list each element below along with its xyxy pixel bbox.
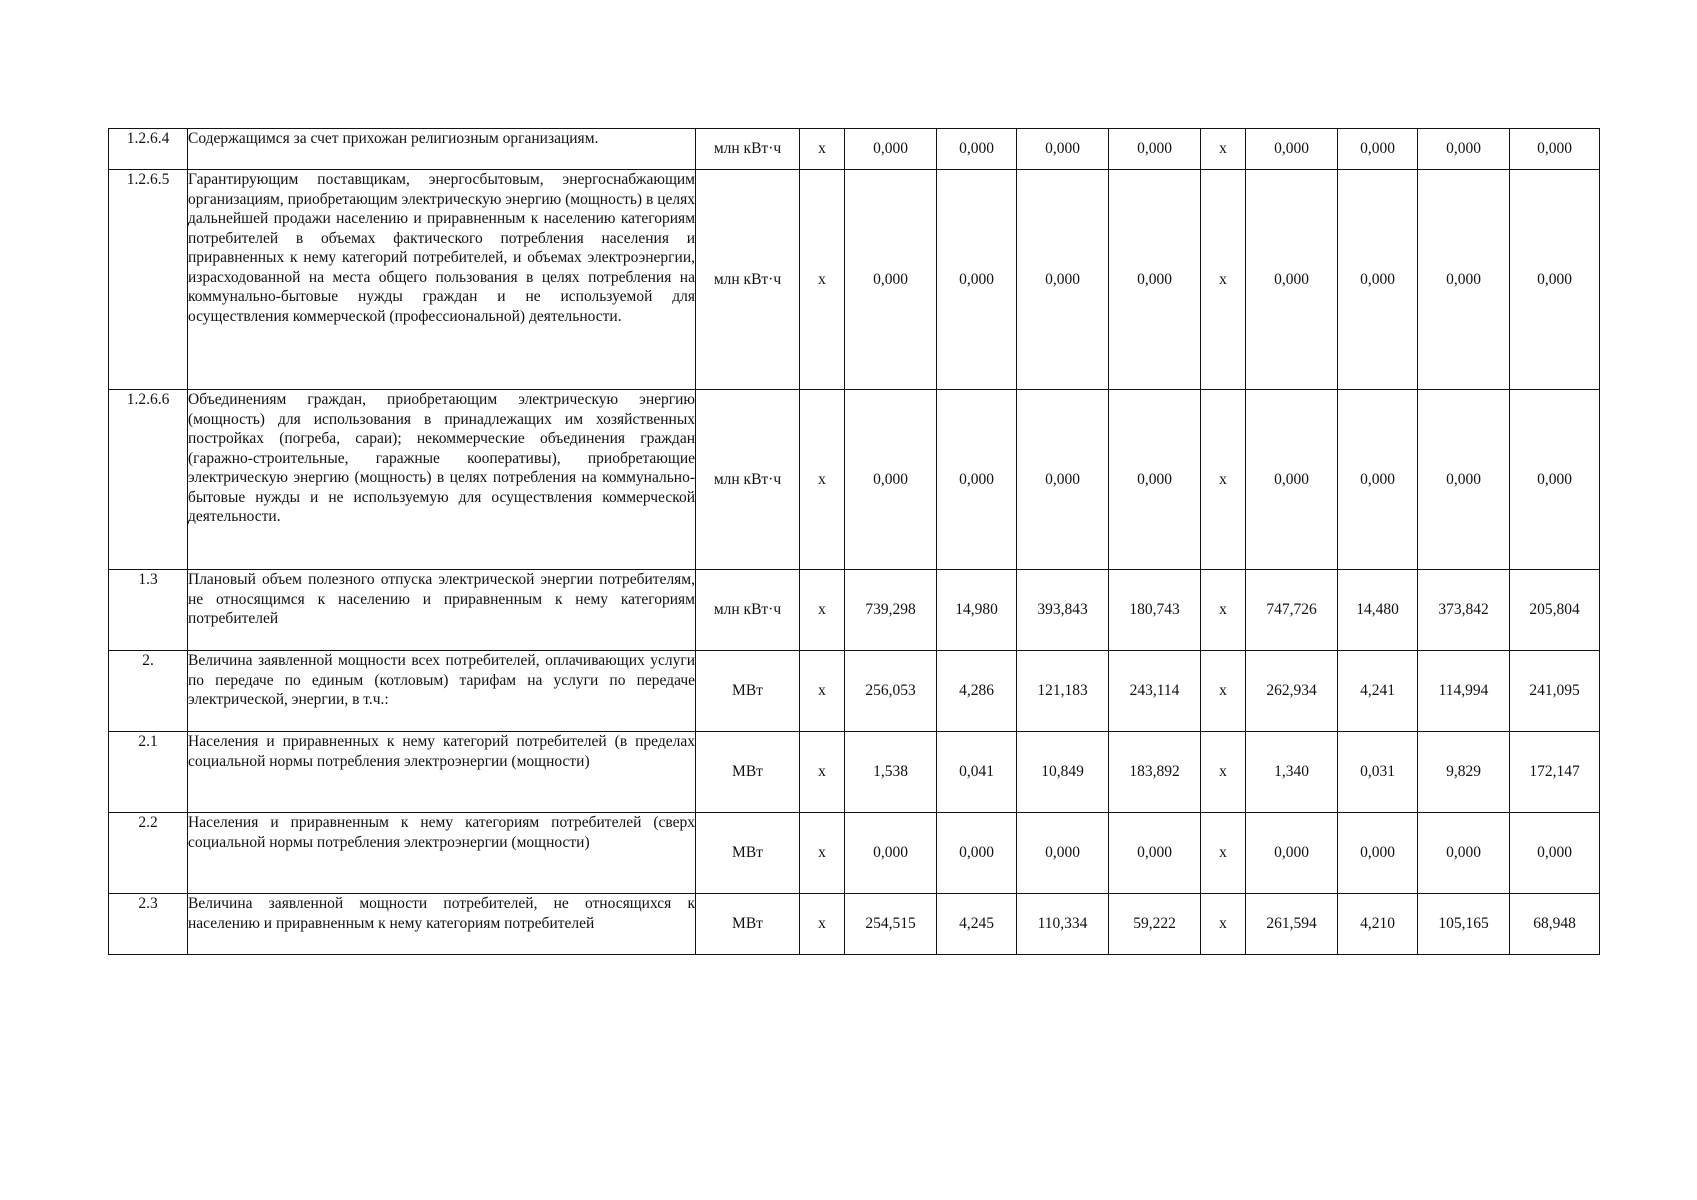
value-cell: 0,000 xyxy=(1017,129,1109,170)
value-cell: 105,165 xyxy=(1418,894,1510,955)
value-cell: 114,994 xyxy=(1418,651,1510,732)
value-cell: 14,480 xyxy=(1338,570,1418,651)
value-cell: 0,000 xyxy=(1338,390,1418,570)
row-description-cell: Объединениям граждан, приобретающим электрическую энергию (мощность) для использования в принадлежащих им хозяйственных постройках (погреба, сараи); некоммерческие объединения граждан (гаражно-строительные, гаражные кооперативы), приобретающие электрическую энергию (мощность) в целях потребления на коммунально-бытовые нужды и не используемую для осуществления коммерческой деятельности. xyxy=(188,390,696,570)
value-cell: 59,222 xyxy=(1109,894,1201,955)
table-row xyxy=(109,170,1600,390)
value-cell: 0,000 xyxy=(1510,813,1600,894)
row-number-cell: 1.2.6.4 xyxy=(109,129,188,170)
x-marker-cell: х xyxy=(1201,813,1246,894)
value-cell: 254,515 xyxy=(845,894,937,955)
row-description-cell: Населения и приравненных к нему категорий потребителей (в пределах социальной нормы потребления электроэнергии (мощности) xyxy=(188,732,696,813)
value-cell: 4,241 xyxy=(1338,651,1418,732)
value-cell: 121,183 xyxy=(1017,651,1109,732)
value-cell: 10,849 xyxy=(1017,732,1109,813)
value-cell: 0,000 xyxy=(937,390,1017,570)
value-cell: 0,000 xyxy=(1418,170,1510,390)
value-cell: 262,934 xyxy=(1246,651,1338,732)
x-marker-cell: х xyxy=(800,813,845,894)
value-cell: 0,000 xyxy=(1246,129,1338,170)
value-cell: 0,000 xyxy=(1109,813,1201,894)
row-description-cell: Величина заявленной мощности потребителей, не относящихся к населению и приравненным к нему категориям потребителей xyxy=(188,894,696,955)
value-cell: 4,210 xyxy=(1338,894,1418,955)
row-number-cell: 1.2.6.5 xyxy=(109,170,188,390)
row-number-cell: 1.2.6.6 xyxy=(109,390,188,570)
value-cell: 1,538 xyxy=(845,732,937,813)
value-cell: 0,000 xyxy=(1017,390,1109,570)
x-marker-cell: х xyxy=(1201,570,1246,651)
unit-cell: млн кВт·ч xyxy=(696,170,800,390)
value-cell: 1,340 xyxy=(1246,732,1338,813)
unit-cell: МВт xyxy=(696,813,800,894)
row-description-cell: Населения и приравненным к нему категориям потребителей (сверх социальной нормы потребления электроэнергии (мощности) xyxy=(188,813,696,894)
x-marker-cell: х xyxy=(800,894,845,955)
table-row xyxy=(109,570,1600,651)
table-row xyxy=(109,813,1600,894)
value-cell: 256,053 xyxy=(845,651,937,732)
value-cell: 0,000 xyxy=(937,129,1017,170)
x-marker-cell: х xyxy=(1201,732,1246,813)
x-marker-cell: х xyxy=(800,129,845,170)
value-cell: 0,000 xyxy=(1109,390,1201,570)
x-marker-cell: х xyxy=(800,732,845,813)
unit-cell: МВт xyxy=(696,894,800,955)
row-description-cell: Гарантирующим поставщикам, энергосбытовым, энергоснабжающим организациям, приобретающим электрическую энергию (мощность) в целях дальнейшей продажи населению и приравненным к населению категориям потребителей в объемах фактического потребления населения и приравненных к нему категорий потребителей, и объемах электроэнергии, израсходованной на места общего пользования в целях потребления на коммунально-бытовые нужды граждан и не используемой для осуществления коммерческой (профессиональной) деятельности. xyxy=(188,170,696,390)
value-cell: 0,000 xyxy=(937,813,1017,894)
value-cell: 0,000 xyxy=(1246,170,1338,390)
value-cell: 0,000 xyxy=(1510,170,1600,390)
value-cell: 0,000 xyxy=(1017,813,1109,894)
value-cell: 0,000 xyxy=(1246,813,1338,894)
value-cell: 747,726 xyxy=(1246,570,1338,651)
x-marker-cell: х xyxy=(1201,651,1246,732)
value-cell: 0,000 xyxy=(1418,129,1510,170)
value-cell: 261,594 xyxy=(1246,894,1338,955)
document-page xyxy=(108,128,1599,955)
value-cell: 0,000 xyxy=(845,170,937,390)
unit-cell: МВт xyxy=(696,651,800,732)
row-number-cell: 2. xyxy=(109,651,188,732)
value-cell: 0,000 xyxy=(845,390,937,570)
unit-cell: млн кВт·ч xyxy=(696,570,800,651)
value-cell: 183,892 xyxy=(1109,732,1201,813)
row-description-cell: Величина заявленной мощности всех потребителей, оплачивающих услуги по передаче по единым (котловым) тарифам на услуги по передаче электрической, энергии, в т.ч.: xyxy=(188,651,696,732)
value-cell: 373,842 xyxy=(1418,570,1510,651)
value-cell: 180,743 xyxy=(1109,570,1201,651)
row-number-cell: 2.3 xyxy=(109,894,188,955)
x-marker-cell: х xyxy=(1201,894,1246,955)
table-body xyxy=(109,129,1600,955)
value-cell: 243,114 xyxy=(1109,651,1201,732)
value-cell: 110,334 xyxy=(1017,894,1109,955)
value-cell: 4,286 xyxy=(937,651,1017,732)
value-cell: 0,000 xyxy=(1510,390,1600,570)
value-cell: 0,000 xyxy=(1109,129,1201,170)
value-cell: 0,000 xyxy=(845,813,937,894)
value-cell: 9,829 xyxy=(1418,732,1510,813)
row-description-cell: Плановый объем полезного отпуска электрической энергии потребителям, не относящимся к населению и приравненным к нему категориям потребителей xyxy=(188,570,696,651)
tariff-table xyxy=(108,128,1600,955)
value-cell: 0,000 xyxy=(1338,813,1418,894)
value-cell: 0,000 xyxy=(1338,170,1418,390)
table-row xyxy=(109,129,1600,170)
table-row xyxy=(109,894,1600,955)
x-marker-cell: х xyxy=(1201,170,1246,390)
value-cell: 14,980 xyxy=(937,570,1017,651)
x-marker-cell: х xyxy=(800,170,845,390)
table-row xyxy=(109,732,1600,813)
value-cell: 0,000 xyxy=(1017,170,1109,390)
x-marker-cell: х xyxy=(1201,390,1246,570)
row-description-cell: Содержащимся за счет прихожан религиозным организациям. xyxy=(188,129,696,170)
value-cell: 0,000 xyxy=(1246,390,1338,570)
value-cell: 0,000 xyxy=(1510,129,1600,170)
row-number-cell: 2.2 xyxy=(109,813,188,894)
value-cell: 68,948 xyxy=(1510,894,1600,955)
unit-cell: млн кВт·ч xyxy=(696,129,800,170)
row-number-cell: 1.3 xyxy=(109,570,188,651)
unit-cell: млн кВт·ч xyxy=(696,390,800,570)
table-row xyxy=(109,651,1600,732)
value-cell: 0,031 xyxy=(1338,732,1418,813)
value-cell: 0,000 xyxy=(1338,129,1418,170)
value-cell: 0,041 xyxy=(937,732,1017,813)
value-cell: 241,095 xyxy=(1510,651,1600,732)
x-marker-cell: х xyxy=(800,651,845,732)
value-cell: 205,804 xyxy=(1510,570,1600,651)
value-cell: 393,843 xyxy=(1017,570,1109,651)
value-cell: 0,000 xyxy=(1109,170,1201,390)
x-marker-cell: х xyxy=(1201,129,1246,170)
value-cell: 0,000 xyxy=(937,170,1017,390)
value-cell: 0,000 xyxy=(845,129,937,170)
value-cell: 0,000 xyxy=(1418,390,1510,570)
table-row xyxy=(109,390,1600,570)
x-marker-cell: х xyxy=(800,570,845,651)
row-number-cell: 2.1 xyxy=(109,732,188,813)
value-cell: 172,147 xyxy=(1510,732,1600,813)
value-cell: 0,000 xyxy=(1418,813,1510,894)
x-marker-cell: х xyxy=(800,390,845,570)
value-cell: 739,298 xyxy=(845,570,937,651)
unit-cell: МВт xyxy=(696,732,800,813)
value-cell: 4,245 xyxy=(937,894,1017,955)
